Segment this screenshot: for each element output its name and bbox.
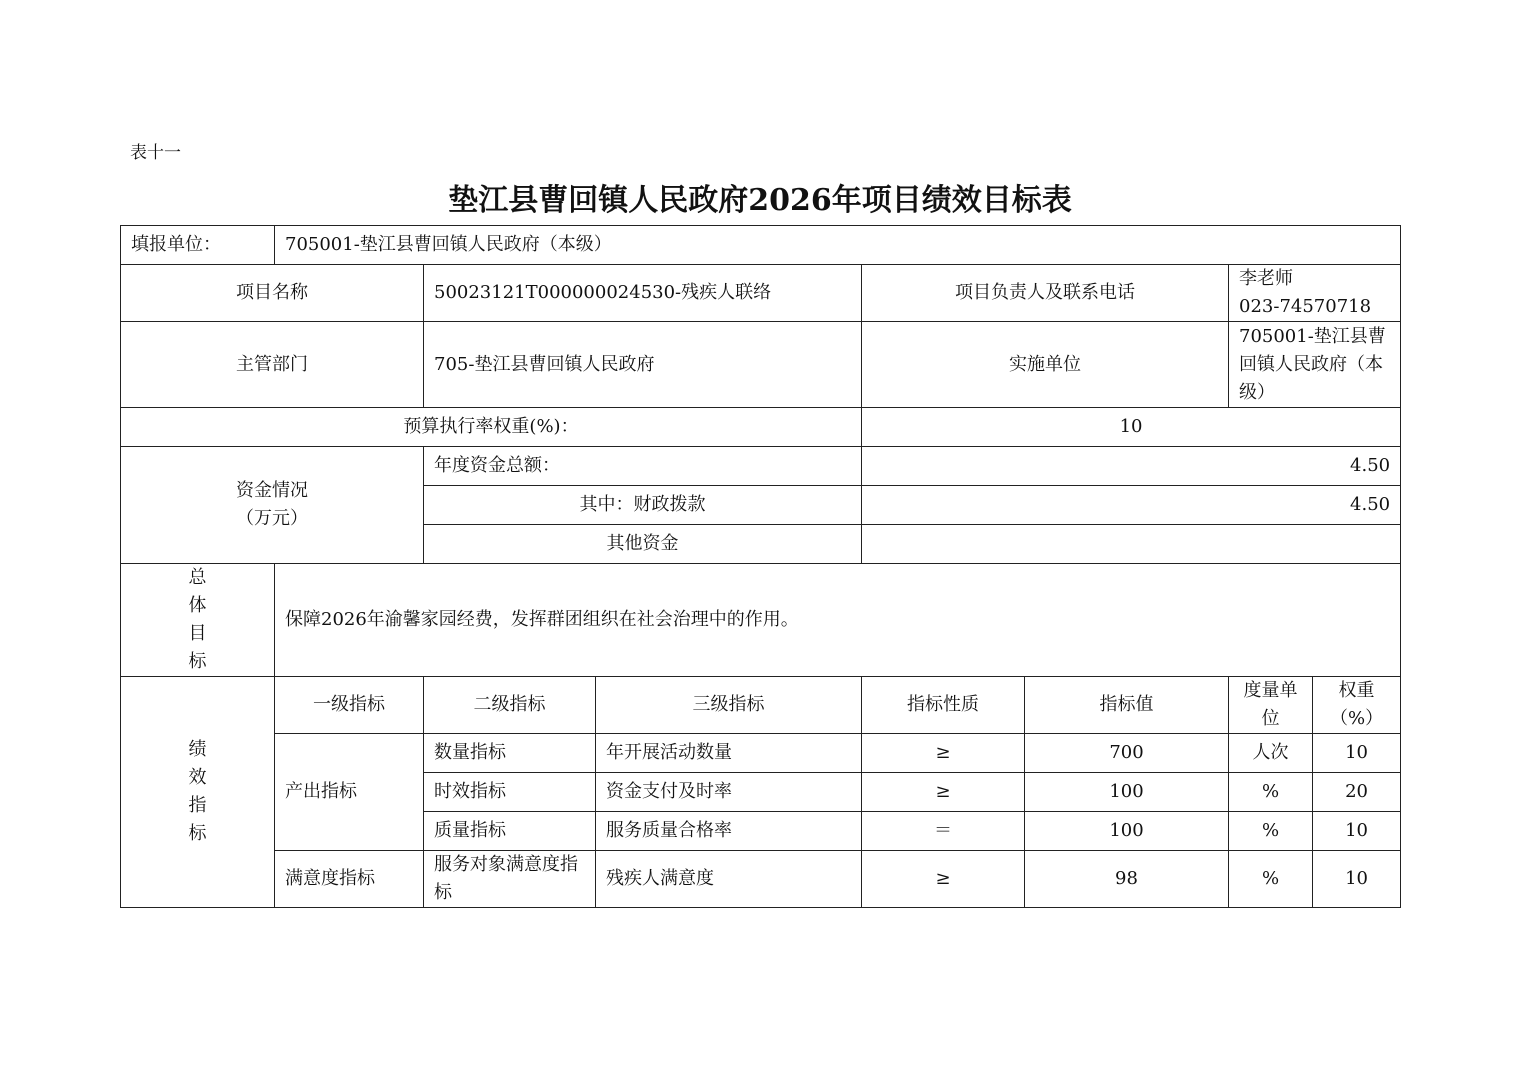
funds-label-line1: 资金情况 [236, 480, 308, 501]
funds-other-value [862, 525, 1401, 564]
impl-unit-label: 实施单位 [862, 322, 1229, 408]
level2-cell: 服务对象满意度指标 [424, 851, 596, 908]
goal-label-char: 标 [188, 651, 207, 672]
contact-label: 项目负责人及联系电话 [862, 265, 1229, 322]
funds-fiscal-label: 其中：财政拨款 [424, 486, 862, 525]
header-level3: 三级指标 [596, 677, 862, 734]
indicators-label-char: 绩 [188, 739, 207, 760]
header-weight: 权重（%） [1313, 677, 1401, 734]
contact-value [1229, 265, 1401, 322]
table-row [121, 734, 1401, 773]
project-row [121, 265, 1401, 322]
indicators-label-char: 指 [188, 795, 207, 816]
weight-cell: 10 [1313, 734, 1401, 773]
nature-cell: ≥ [862, 734, 1025, 773]
indicators-label-char: 标 [188, 823, 207, 844]
nature-cell: ≥ [862, 773, 1025, 812]
department-value: 705-垫江县曹回镇人民政府 [424, 322, 862, 408]
weight-cell: 20 [1313, 773, 1401, 812]
department-label: 主管部门 [121, 322, 424, 408]
impl-unit-value: 705001-垫江县曹回镇人民政府（本级） [1229, 322, 1401, 408]
level1-satisfaction: 满意度指标 [275, 851, 424, 908]
header-level1: 一级指标 [275, 677, 424, 734]
page-label: 表十一 [130, 143, 181, 163]
funds-fiscal-value: 4.50 [862, 486, 1401, 525]
level3-cell: 残疾人满意度 [596, 851, 862, 908]
unit-cell: % [1229, 812, 1313, 851]
indicators-label-char: 效 [188, 767, 207, 788]
header-unit: 度量单位 [1229, 677, 1313, 734]
goal-label-char: 体 [188, 595, 207, 616]
level2-cell: 数量指标 [424, 734, 596, 773]
budget-rate-label: 预算执行率权重(%)： [121, 408, 862, 447]
goal-label [121, 564, 275, 677]
level2-cell: 时效指标 [424, 773, 596, 812]
page-title: 垫江县曹回镇人民政府2026年项目绩效目标表 [448, 183, 1072, 218]
header-nature: 指标性质 [862, 677, 1025, 734]
level3-cell: 服务质量合格率 [596, 812, 862, 851]
funds-label-line2: （万元） [236, 508, 308, 529]
unit-cell: % [1229, 851, 1313, 908]
header-level2: 二级指标 [424, 677, 596, 734]
unit-cell: 人次 [1229, 734, 1313, 773]
funds-total-label: 年度资金总额： [424, 447, 862, 486]
value-cell: 100 [1025, 773, 1229, 812]
funds-label [121, 447, 424, 564]
header-value: 指标值 [1025, 677, 1229, 734]
goal-text: 保障2026年渝馨家园经费，发挥群团组织在社会治理中的作用。 [275, 564, 1401, 677]
funds-total-row [121, 447, 1401, 486]
value-cell: 98 [1025, 851, 1229, 908]
project-name-value: 50023121T000000024530-残疾人联络 [424, 265, 862, 322]
department-row [121, 322, 1401, 408]
value-cell: 100 [1025, 812, 1229, 851]
budget-rate-row [121, 408, 1401, 447]
goal-row [121, 564, 1401, 677]
nature-cell: ≥ [862, 851, 1025, 908]
contact-name: 李老师 [1239, 268, 1293, 289]
budget-rate-value: 10 [862, 408, 1401, 447]
unit-value: 705001-垫江县曹回镇人民政府（本级） [275, 226, 1401, 265]
funds-total-value: 4.50 [862, 447, 1401, 486]
funds-other-label: 其他资金 [424, 525, 862, 564]
indicator-header-row [121, 677, 1401, 734]
goal-label-char: 总 [188, 567, 207, 588]
unit-label: 填报单位： [121, 226, 275, 265]
weight-cell: 10 [1313, 851, 1401, 908]
level2-cell: 质量指标 [424, 812, 596, 851]
goal-label-char: 目 [188, 623, 207, 644]
unit-cell: % [1229, 773, 1313, 812]
indicators-label [121, 677, 275, 908]
level3-cell: 年开展活动数量 [596, 734, 862, 773]
level3-cell: 资金支付及时率 [596, 773, 862, 812]
table-row [121, 851, 1401, 908]
weight-cell: 10 [1313, 812, 1401, 851]
nature-cell: ＝ [862, 812, 1025, 851]
contact-phone: 023-74570718 [1239, 296, 1372, 317]
project-name-label: 项目名称 [121, 265, 424, 322]
value-cell: 700 [1025, 734, 1229, 773]
unit-row [121, 226, 1401, 265]
level1-output: 产出指标 [275, 734, 424, 851]
performance-table [120, 225, 1401, 908]
